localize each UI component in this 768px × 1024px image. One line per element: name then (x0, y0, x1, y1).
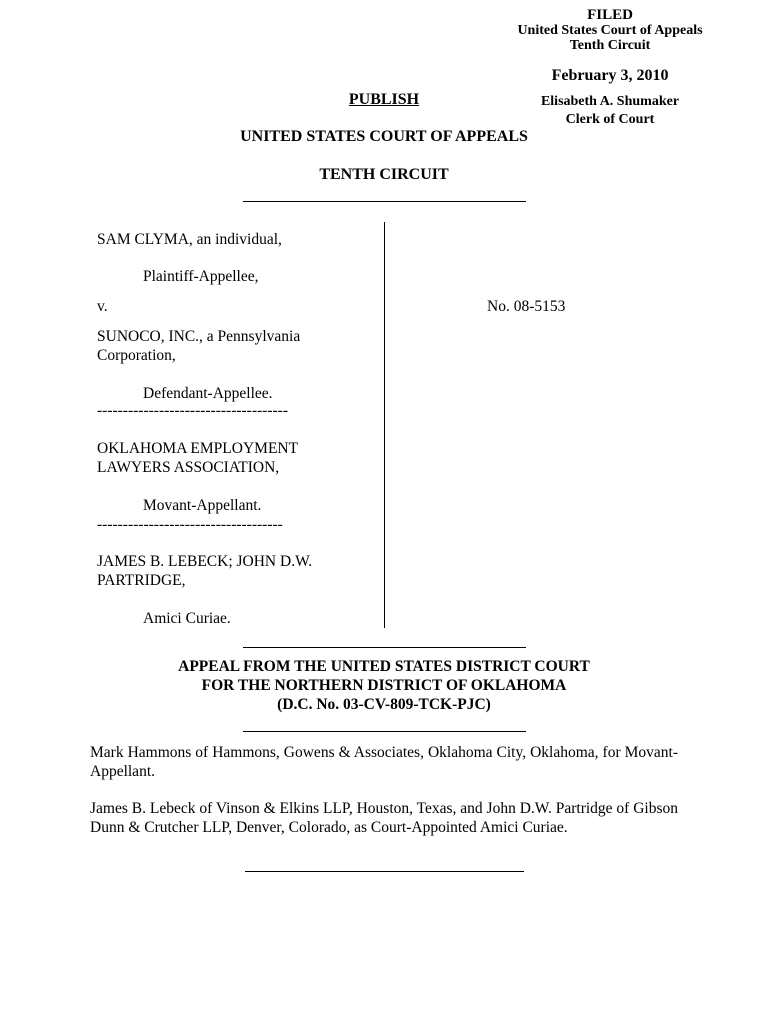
filed-court: United States Court of Appeals (517, 23, 703, 38)
appeal-heading (100, 657, 668, 714)
appeal-line-2: FOR THE NORTHERN DISTRICT OF OKLAHOMA (201, 677, 567, 694)
filed-stamp (490, 8, 730, 129)
defendant-role: Defendant-Appellee. (143, 385, 273, 402)
movant-role: Movant-Appellant. (143, 497, 262, 514)
clerk-name: Elisabeth A. Shumaker (540, 94, 680, 109)
filed-clerk (490, 93, 730, 129)
circuit-name: TENTH CIRCUIT (319, 166, 449, 183)
caption-rule (243, 647, 526, 648)
separator-1: ------------------------------------- (97, 402, 288, 419)
defendant-name (97, 327, 300, 365)
plaintiff-name: SAM CLYMA, an individual, (97, 231, 282, 248)
filed-title: FILED (587, 7, 633, 23)
appeal-line-1: APPEAL FROM THE UNITED STATES DISTRICT COURT (178, 658, 590, 675)
counsel-movant: Mark Hammons of Hammons, Gowens & Associates, Oklahoma City, Oklahoma, for Movant-Appellant. (90, 744, 678, 780)
appeal-line-3: (D.C. No. 03-CV-809-TCK-PJC) (277, 696, 491, 713)
counsel-rule (245, 871, 524, 872)
amici-name-line2: PARTRIDGE, (97, 572, 186, 589)
clerk-title: Clerk of Court (565, 112, 655, 127)
plaintiff-role: Plaintiff-Appellee, (143, 268, 259, 285)
caption-divider (384, 222, 385, 628)
court-name: UNITED STATES COURT OF APPEALS (240, 128, 528, 145)
separator-2: ------------------------------------ (97, 516, 283, 533)
counsel-amici: James B. Lebeck of Vinson & Elkins LLP, Houston, Texas, and John D.W. Partridge of Gibson Dunn & Crutcher LLP, Denver, Colorado, as Court-Appointed Amici Curiae. (90, 800, 678, 836)
amici-name-line1: JAMES B. LEBECK; JOHN D.W. (97, 553, 313, 570)
publish-label: PUBLISH (348, 91, 420, 108)
movant-name (97, 439, 298, 477)
header-rule (243, 201, 526, 202)
filed-date: February 3, 2010 (551, 67, 669, 84)
versus: v. (97, 298, 108, 315)
movant-name-line2: LAWYERS ASSOCIATION, (97, 459, 280, 476)
amici-name (97, 552, 312, 590)
movant-name-line1: OKLAHOMA EMPLOYMENT (97, 440, 299, 457)
appeal-rule (243, 731, 526, 732)
case-number: No. 08-5153 (487, 298, 566, 315)
defendant-name-line2: Corporation, (97, 347, 176, 364)
filed-circuit: Tenth Circuit (569, 38, 651, 53)
amici-role: Amici Curiae. (143, 610, 231, 627)
defendant-name-line1: SUNOCO, INC., a Pennsylvania (97, 328, 301, 345)
